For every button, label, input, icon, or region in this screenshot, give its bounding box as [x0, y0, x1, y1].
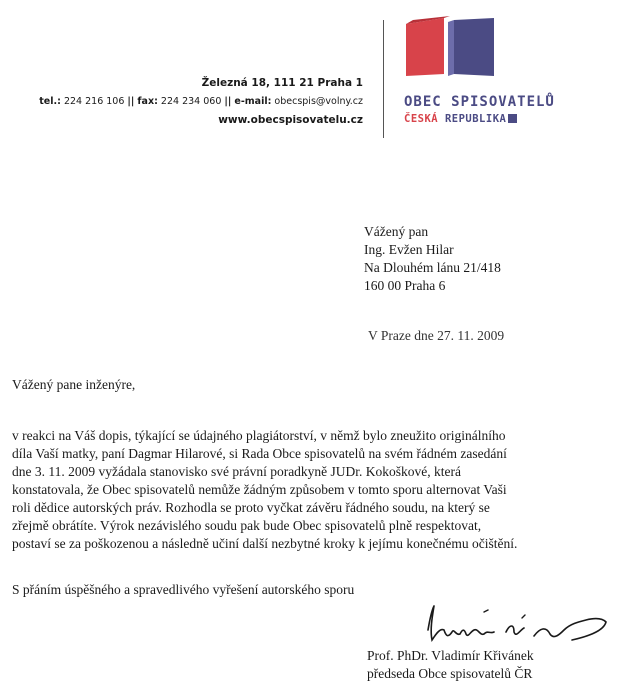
website-link: www.obecspisovatelu.cz	[218, 114, 363, 126]
square-mark-icon	[508, 114, 517, 123]
tel-number: 224 216 106	[63, 96, 125, 107]
signatory-title: předseda Obce spisovatelů ČR	[367, 666, 533, 681]
letter-body	[12, 427, 517, 553]
recipient-block	[364, 223, 501, 295]
salutation: Vážený pane inženýre,	[12, 377, 136, 392]
book-logo-icon	[404, 16, 496, 80]
fax-number: 224 234 060	[160, 96, 222, 107]
body-line: díla Vaší matky, paní Dagmar Hilarové, si Rada Obce spisovatelů na svém řádném zasedání	[12, 446, 507, 461]
org-subtitle	[404, 113, 517, 125]
signatory-block	[367, 647, 534, 683]
org-name: OBEC SPISOVATELŮ	[404, 94, 555, 110]
email-label: e-mail:	[234, 96, 272, 107]
logo-blue-fold	[448, 20, 454, 76]
body-line: v reakci na Váš dopis, týkající se údajného plagiátorství, v němž bylo zneužito originálního	[12, 428, 506, 443]
body-line: roli dědice autorských práv. Rozhodla se proto vyčkat závěru řádného soudu, na který se	[12, 500, 490, 515]
body-line: konstatovala, že Obec spisovatelů nemůže žádným způsobem v tomto sporu alternovat Vaši	[12, 482, 507, 497]
org-subtitle-blue: REPUBLIKA	[444, 113, 507, 125]
fax-label: fax:	[137, 96, 158, 107]
signatory-name: Prof. PhDr. Vladimír Křivánek	[367, 648, 534, 663]
recipient-line: 160 00 Praha 6	[364, 278, 446, 293]
org-subtitle-red: ČESKÁ	[404, 113, 439, 125]
recipient-line: Vážený pan	[364, 224, 429, 239]
letter-date: V Praze dne 27. 11. 2009	[368, 328, 505, 343]
tel-label: tel.:	[39, 96, 61, 107]
body-line: dne 3. 11. 2009 vyžádala stanovisko své právní poradkyně JUDr. Kokoškové, která	[12, 464, 462, 479]
logo-blue-panel	[454, 18, 494, 76]
separator: ||	[224, 96, 232, 107]
body-line: zřejmě obrátíte. Výrok nezávislého soudu pak bude Obec spisovatelů plně respektovat,	[12, 518, 482, 533]
header-divider	[383, 20, 384, 138]
logo-red-panel	[406, 18, 444, 76]
contact-line	[39, 96, 363, 107]
org-address: Železná 18, 111 21 Praha 1	[201, 77, 363, 89]
email-address: obecspis@volny.cz	[274, 96, 363, 107]
recipient-line: Na Dlouhém lánu 21/418	[364, 260, 501, 275]
body-line: postaví se za poškozenou a následně učiní další nezbytné kroky k jejímu konečnému očištění.	[12, 536, 518, 551]
recipient-line: Ing. Evžen Hilar	[364, 242, 454, 257]
closing-line: S přáním úspěšného a spravedlivého vyřešení autorského sporu	[12, 582, 355, 597]
separator: ||	[127, 96, 135, 107]
handwritten-signature	[422, 600, 612, 648]
